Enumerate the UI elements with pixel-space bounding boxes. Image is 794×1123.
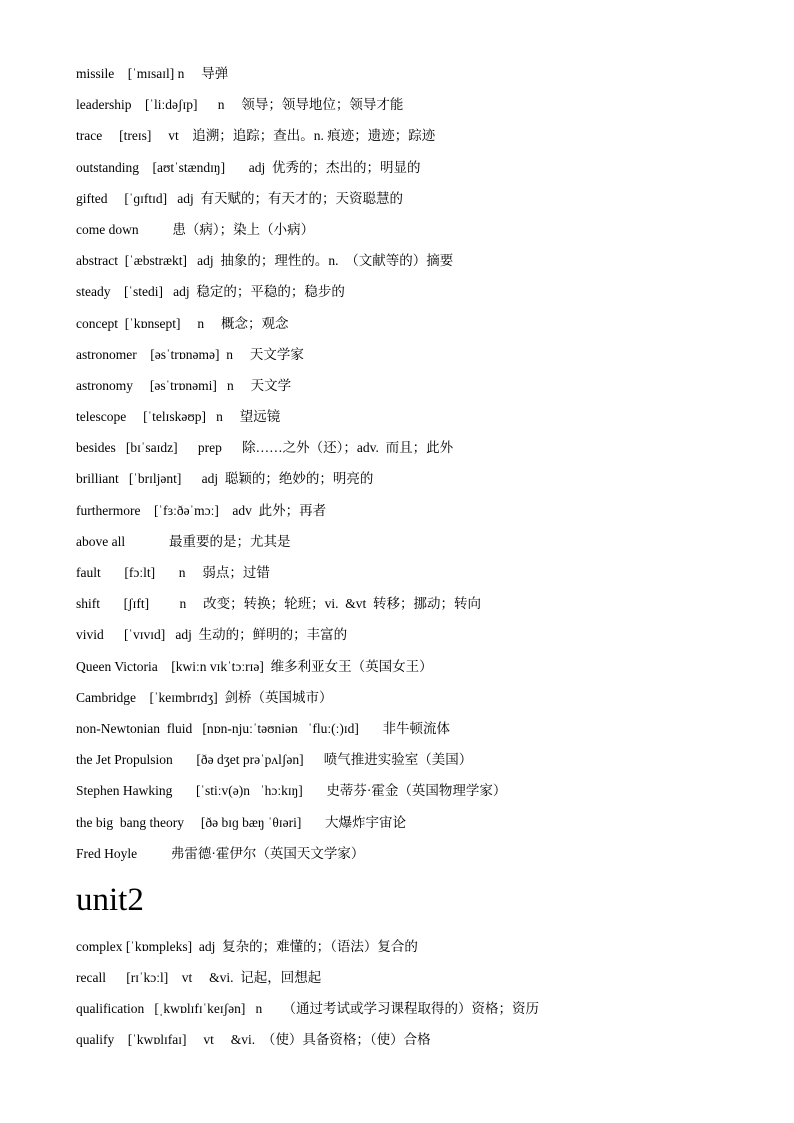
- vocab-entry: gifted [ˈɡɪftɪd] adj 有天赋的；有天才的；天资聪慧的: [76, 190, 403, 206]
- vocab-entry: Stephen Hawking [ˈstiːv(ə)n ˈhɔːkɪŋ] 史蒂芬·霍金（英国物理学家）: [76, 783, 507, 799]
- vocab-entry: furthermore [ˈfɜːðəˈmɔː] adv 此外；再者: [76, 502, 327, 518]
- vocab-entry: above all 最重要的是；尤其是: [76, 533, 291, 549]
- vocab-entry: steady [ˈstedi] adj 稳定的；平稳的；稳步的: [76, 284, 345, 300]
- vocab-entry: Fred Hoyle 弗雷德·霍伊尔（英国天文学家）: [76, 845, 365, 861]
- vocab-entry: leadership [ˈliːdəʃɪp] n 领导；领导地位；领导才能: [76, 97, 404, 113]
- vocab-entry: outstanding [aʊtˈstændɪŋ] adj 优秀的；杰出的；明显的: [76, 159, 421, 175]
- vocab-entry: Queen Victoria [kwiːn vɪkˈtɔːrɪə] 维多利亚女王（英国女王）: [76, 658, 433, 674]
- vocab-entry: qualification [ˌkwɒlɪfɪˈkeɪʃən] n （通过考试或学习课程取得的）资格；资历: [76, 1001, 539, 1017]
- vocab-entry: vivid [ˈvɪvɪd] adj 生动的；鲜明的；丰富的: [76, 627, 348, 643]
- vocab-entry: come down 患（病）；染上（小病）: [76, 221, 315, 237]
- vocab-entry: astronomer [əsˈtrɒnəmə] n 天文学家: [76, 346, 304, 362]
- vocab-entry: besides [bɪˈsaɪdz] prep 除……之外（还）；adv. 而且；此外: [76, 440, 454, 456]
- vocab-entry: fault [fɔːlt] n 弱点；过错: [76, 565, 270, 580]
- vocab-entry: non-Newtonian fluid [nɒn-njuːˈtəʊniən ˈfluː(ː)ɪd] 非牛顿流体: [76, 720, 451, 736]
- vocab-entry: qualify [ˈkwɒlɪfaɪ] vt &vi. （使）具备资格；（使）合格: [76, 1032, 431, 1048]
- vocab-entry: abstract [ˈæbstrækt] adj 抽象的；理性的。n. （文献等的）摘要: [76, 253, 454, 269]
- vocab-entry: concept [ˈkɒnsept] n 概念；观念: [76, 315, 289, 331]
- vocab-entry: shift [ʃɪft] n 改变；转换；轮班；vi. &vt 转移；挪动；转向: [76, 596, 481, 612]
- vocab-entry: telescope [ˈtelɪskəʊp] n 望远镜: [76, 409, 281, 425]
- vocab-entry: recall [rɪˈkɔːl] vt &vi. 记起，回想起: [76, 970, 322, 986]
- vocab-entry: Cambridge [ˈkeɪmbrɪdʒ] 剑桥（英国城市）: [76, 689, 333, 705]
- vocab-entry: brilliant [ˈbrɪljənt] adj 聪颖的；绝妙的；明亮的: [76, 471, 374, 487]
- vocab-entry: complex [ˈkɒmpleks] adj 复杂的；难懂的；（语法）复合的: [76, 938, 418, 954]
- vocab-entry: astronomy [əsˈtrɒnəmi] n 天文学: [76, 377, 292, 393]
- unit2-heading: unit2: [76, 881, 144, 918]
- vocabulary-page: [76, 58, 766, 1056]
- vocab-entry: the Jet Propulsion [ðə dʒet prəˈpʌlʃən] 喷气推进实验室（美国）: [76, 752, 473, 768]
- unit1-word-list: [76, 58, 766, 869]
- vocab-entry: trace [treɪs] vt 追溯；追踪；查出。n. 痕迹；遗迹；踪迹: [76, 128, 436, 144]
- vocab-entry: missile [ˈmɪsaɪl] n 导弹: [76, 66, 229, 81]
- vocab-entry: the big bang theory [ðə bɪɡ bæŋ ˈθɪəri] 大爆炸宇宙论: [76, 814, 406, 830]
- unit2-word-list: [76, 931, 766, 1056]
